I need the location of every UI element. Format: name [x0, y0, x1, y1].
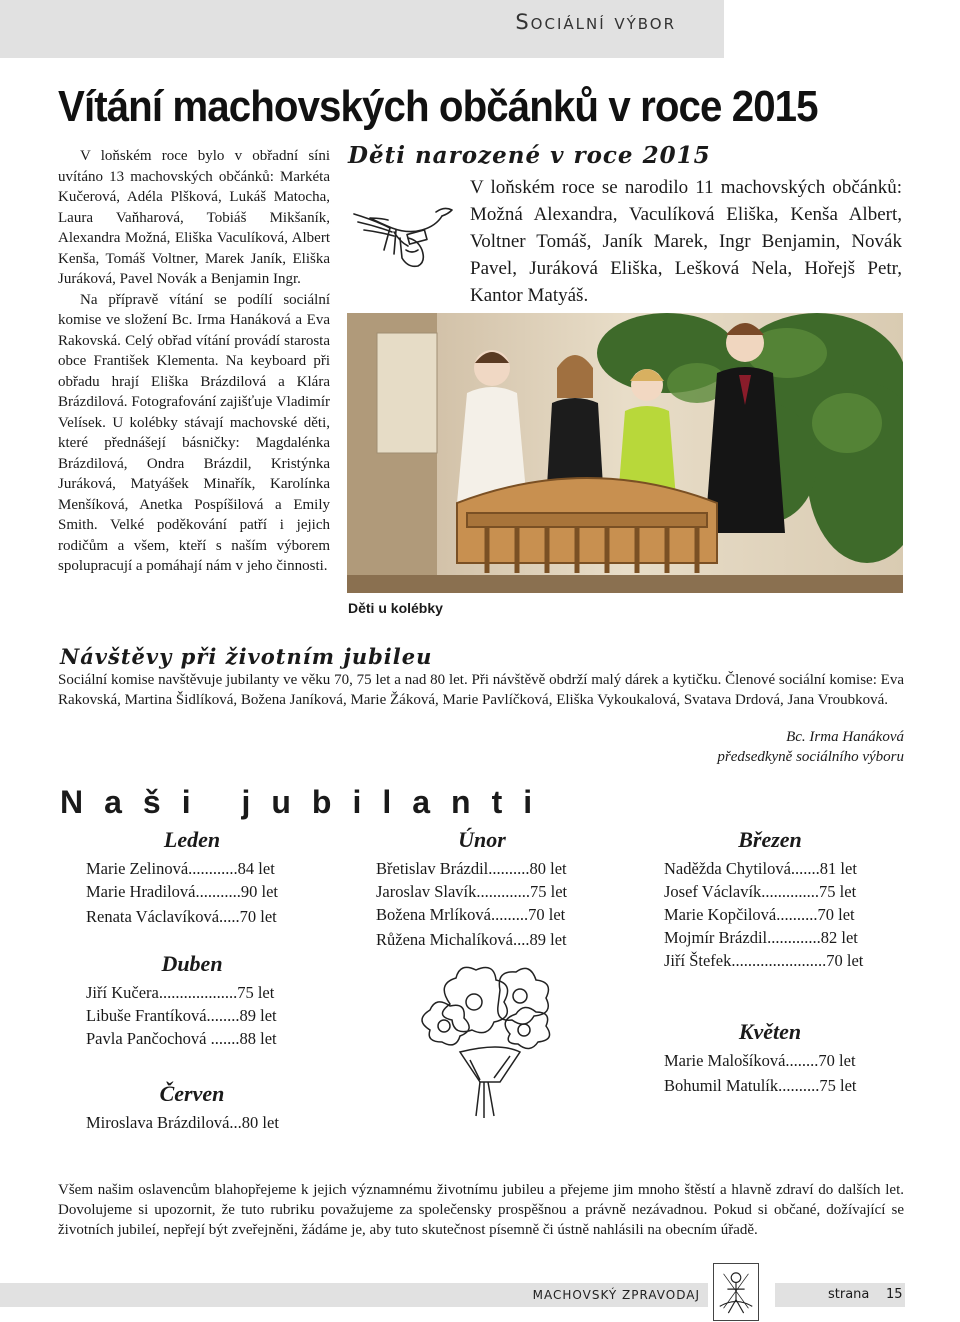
month-unor	[376, 826, 588, 951]
village-emblem-icon	[713, 1263, 759, 1321]
list-item: Marie Zelinová............84 let	[86, 859, 275, 878]
month-title: Květen	[738, 1019, 802, 1044]
list-item: Jaroslav Slavík.............75 let	[376, 882, 568, 901]
visits-heading: Návštěvy při životním jubileu	[60, 644, 433, 669]
month-duben	[86, 950, 298, 1050]
list-item: Božena Mrlíková.........70 let	[376, 905, 566, 924]
page-header	[0, 0, 960, 58]
list-item: Pavla Pančochová .......88 let	[86, 1029, 277, 1048]
list-item: Růžena Michalíková....89 let	[376, 930, 567, 949]
list-item: Naděžda Chytilová.......81 let	[664, 859, 857, 878]
month-title: Duben	[161, 951, 223, 976]
month-title: Únor	[458, 827, 506, 852]
signature-role: předsedkyně sociálního výboru	[717, 749, 904, 765]
list-item: Jiří Kučera...................75 let	[86, 983, 275, 1002]
month-leden	[86, 826, 298, 928]
month-kveten	[664, 1018, 876, 1097]
children-photo	[347, 313, 903, 593]
intro-paragraph: V loňském roce bylo v obřadní síni uvítáno 13 machovských občánků: Markéta Kučerová, Adéla Plšková, Lukáš Matocha, Laura Vaňharová, Tobiáš Mikšaník, Alexandra Možná, Eliška Vaculíková, Albert Kenša, Tomáš Voltner, Marek Janík, Eliška Juráková, Pavel Novák a Benjamin Ingr.	[58, 148, 330, 287]
article-title: Vítání machovských občánků v roce 2015	[58, 82, 818, 131]
signature-name: Bc. Irma Hanáková	[786, 729, 904, 745]
page-label: strana	[828, 1287, 870, 1302]
month-brezen	[664, 826, 876, 972]
births-text: V loňském roce se narodilo 11 machovských občánků: Možná Alexandra, Vaculíková Eliška, Kenša Albert, Voltner Tomáš, Janík Marek, Ingr Benjamin, Novák Pavel, Juráková Eliška, Lešková Nela, Hořejš Petr, Kantor Matyáš.	[470, 177, 902, 306]
list-item: Jiří Štefek.......................70 let	[664, 951, 864, 970]
list-item: Marie Kopčilová..........70 let	[664, 905, 855, 924]
closing-paragraph: Všem našim oslavencům blahopřejeme k jejich významnému životnímu jubileu a přejeme jim mnoho štěstí a hlavně zdraví do dalších let. Dovolujeme si upozornit, že tuto rubriku považujeme za společensky prospěšnou a právně nezávadnou. Pokud si občané, dožívající se životních jubileí, nepřejí být zveřejněni, žádáme je, aby tuto skutečnost písemně či ústně nahlásili na obecním úřadě.	[58, 1182, 904, 1238]
newsletter-title: MACHOVSKÝ ZPRAVODAJ	[532, 1288, 700, 1302]
list-item: Josef Václavík..............75 let	[664, 882, 857, 901]
photo-caption: Děti u kolébky	[348, 600, 443, 616]
list-item: Marie Hradilová...........90 let	[86, 882, 278, 901]
commission-paragraph: Na přípravě vítání se podílí sociální komise ve složení Bc. Irma Hanáková a Eva Rakovská. Celý obřad vítání provádí starosta obce František Klementa. Na keyboard při obřadu hrají Eliška Brázdilová a Klára Brázdilová. Fotografování zajišťuje Vladimír Velísek. U kolébky stávají machovské děti, které přednášejí básničky: Magdalénka Brázdilová, Ondra Brázdil, Kristýnka Juráková, Matyášek Minařík, Karolínka Menšíková, Anetka Pospíšilová a Emily Smith. Velké poděkování patří i jejich rodičům a všem, kteří s naším výborem spolupracují a pomáhají nám v jeho činnosti.	[58, 291, 330, 574]
list-item: Mojmír Brázdil.............82 let	[664, 928, 858, 947]
stork-icon	[350, 198, 458, 278]
jubilants-heading: Naši jubilanti	[60, 784, 554, 820]
month-cerven	[86, 1080, 298, 1134]
list-item: Bohumil Matulík..........75 let	[664, 1076, 857, 1095]
page-footer	[0, 1283, 960, 1307]
visits-text: Sociální komise navštěvuje jubilanty ve věku 70, 75 let a nad 80 let. Při návštěvě obdrží malý dárek a kytičku. Členové sociální komise: Eva Rakovská, Martina Šidlíková, Božena Janíková, Marie Žáková, Marie Pavlíčková, Eliška Vykoukalová, Svatava Drdová, Jana Vroubková.	[58, 672, 904, 708]
month-title: Leden	[163, 827, 221, 852]
list-item: Renata Václavíková.....70 let	[86, 907, 277, 926]
signature	[640, 727, 904, 767]
list-item: Miroslava Brázdilová...80 let	[86, 1113, 279, 1132]
month-title: Červen	[159, 1081, 225, 1106]
births-heading: Děti narozené v roce 2015	[348, 142, 711, 169]
list-item: Libuše Frantíková........89 let	[86, 1006, 277, 1025]
left-column	[58, 146, 330, 577]
month-title: Březen	[738, 827, 802, 852]
section-title: Sociální výbor	[515, 10, 676, 34]
page-number: 15	[886, 1287, 903, 1302]
list-item: Marie Malošíková........70 let	[664, 1051, 856, 1070]
list-item: Břetislav Brázdil..........80 let	[376, 859, 567, 878]
flower-bouquet-icon	[400, 960, 570, 1120]
